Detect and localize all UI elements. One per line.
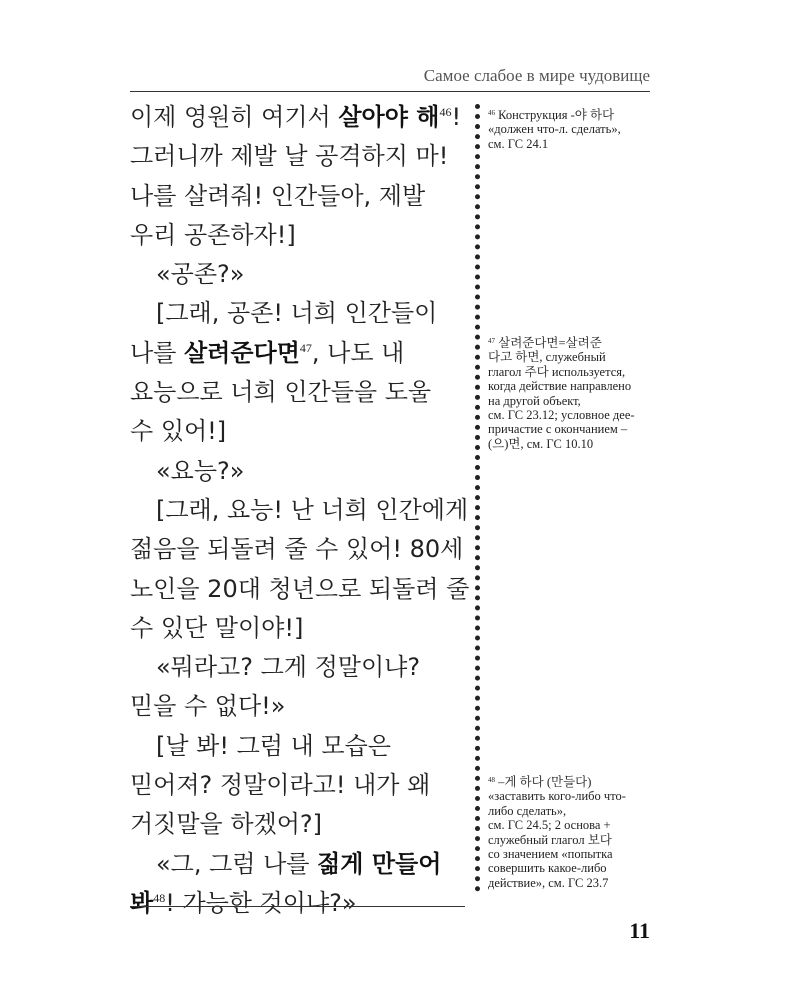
side-note-48: [488, 775, 656, 890]
footnote-ref-48: 48: [153, 890, 166, 905]
note-line: 다고 하면, служебный: [488, 350, 606, 365]
bold-phrase: 살려준다면: [184, 338, 300, 367]
footnote-ref-46: 46: [439, 105, 452, 119]
side-note-46: [488, 108, 656, 151]
main-text-column: [130, 98, 470, 923]
side-note-47: [488, 336, 656, 451]
page-number: 11: [629, 918, 650, 943]
note-line: (으)면, см. ГС 10.10: [488, 436, 594, 451]
bold-phrase: 살아야 해: [338, 103, 440, 131]
text-line: 그러니까 제발 날 공격하지 마!: [130, 142, 449, 171]
note-line: Конструкция -야 하다: [498, 108, 615, 122]
header-rule: [130, 91, 650, 92]
text-line: «뭐라고? 그게 정말이냐?: [156, 653, 421, 682]
note-number: 47: [488, 337, 495, 345]
note-line: «должен что-л. сделать»,: [488, 122, 621, 137]
text-line: «그, 그럼 나를 젊게 만들어: [156, 849, 442, 878]
bold-phrase: 젊게 만들어: [317, 849, 442, 878]
text-line: 이제 영원히 여기서 살아야 해$^{46}$!: [130, 103, 462, 131]
text-line: 믿어져? 정말이라고! 내가 왜: [130, 771, 431, 800]
note-line: действие», см. ГС 23.7: [488, 875, 609, 890]
text-line: 수 있어!]: [130, 417, 227, 446]
text-line: 우리 공존하자!]: [130, 220, 296, 249]
note-line: см. ГС 24.1: [488, 136, 549, 151]
text-line: 봐$^{48}$! 가능한 것이냐?»: [130, 888, 357, 917]
note-line: –게 하다 (만들다): [498, 775, 592, 789]
text-line: 나를 살려준다면$^{47}$, 나도 내: [130, 338, 405, 367]
text-line: 노인을 20대 청년으로 되돌려 줄: [130, 574, 470, 603]
text-line: 젊음을 되돌려 줄 수 있어! 80세: [130, 535, 464, 564]
bold-phrase: 봐: [130, 888, 154, 917]
note-number: 48: [488, 776, 495, 784]
text-line: 요능으로 너희 인간들을 도울: [130, 378, 432, 407]
dotted-column-divider: [475, 104, 480, 892]
note-line: 살려준다면=살려준: [498, 336, 602, 350]
note-line: либо сделать»,: [488, 803, 567, 818]
note-line: глагол 주다 используется,: [488, 364, 626, 379]
text-line: [그래, 공존! 너희 인간들이: [156, 299, 438, 328]
text-line: 나를 살려줘! 인간들아, 제발: [130, 181, 426, 210]
note-line: см. ГС 23.12; условное дее-: [488, 408, 635, 423]
note-line: на другой объект,: [488, 393, 581, 408]
note-line: см. ГС 24.5; 2 основа +: [488, 818, 611, 833]
note-line: совершить какое-либо: [488, 861, 607, 876]
running-header-title: Самое слабое в мире чудовище: [423, 66, 650, 85]
note-number: 46: [488, 109, 495, 117]
text-line: 믿을 수 없다!»: [130, 692, 286, 721]
bottom-rule: [130, 906, 465, 907]
text-line: «요능?»: [156, 456, 245, 485]
note-line: когда действие направлено: [488, 379, 632, 394]
text-line: «공존?»: [156, 260, 245, 289]
note-line: со значением «попытка: [488, 847, 613, 862]
text-line: 거짓말을 하겠어?]: [130, 810, 323, 839]
note-line: «заставить кого-либо что-: [488, 789, 626, 804]
text-line: [날 봐! 그럼 내 모습은: [156, 731, 391, 760]
text-line: 수 있단 말이야!]: [130, 613, 304, 642]
footnote-ref-47: 47: [299, 340, 312, 355]
note-line: причастие с окончанием –: [488, 422, 628, 437]
note-line: служебный глагол 보다: [488, 832, 612, 847]
text-line: [그래, 요능! 난 너희 인간에게: [156, 495, 469, 524]
